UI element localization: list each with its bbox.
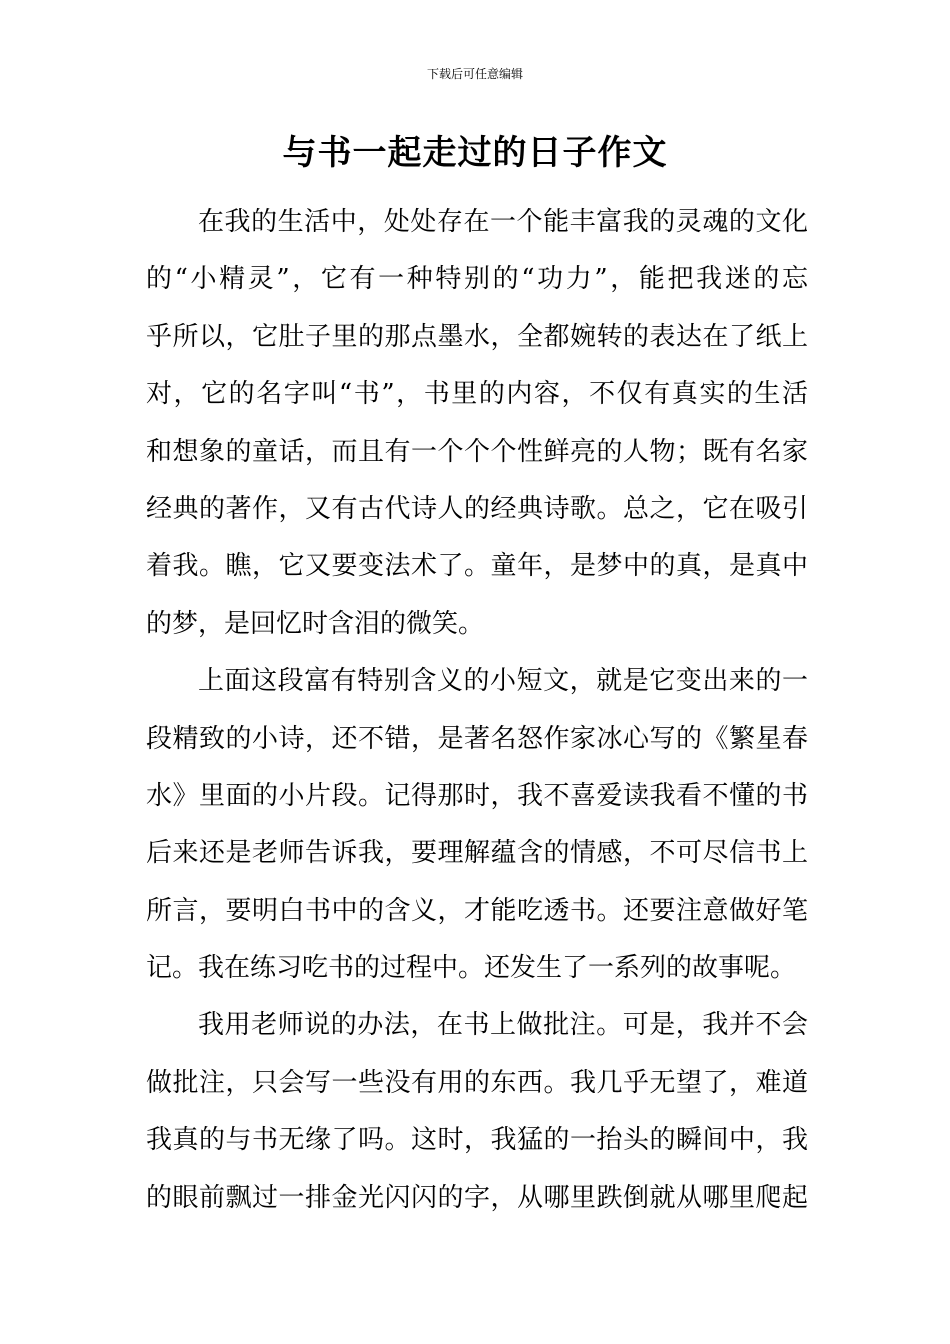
paragraph-2-line: 段精致的小诗，还不错，是著名怒作家冰心写的《繁星春 (146, 723, 808, 754)
paragraph-1-line: 着我。瞧，它又要变法术了。童年，是梦中的真，是真中 (146, 551, 808, 582)
paragraph-2-line: 后来还是老师告诉我，要理解蕴含的情感，不可尽信书上 (146, 838, 808, 869)
paragraph-1-line: 对，它的名字叫“书”，书里的内容，不仅有真实的生活 (146, 379, 808, 410)
paragraph-1-line: 的梦，是回忆时含泪的微笑。 (146, 608, 485, 639)
paragraph-2-line: 上面这段富有特别含义的小短文，就是它变出来的一 (198, 666, 808, 697)
paragraph-1-line: 乎所以，它肚子里的那点墨水，全都婉转的表达在了纸上 (146, 321, 808, 352)
paragraph-3-line: 的眼前飘过一排金光闪闪的字，从哪里跌倒就从哪里爬起 (146, 1182, 808, 1213)
paragraph-2-line: 记。我在练习吃书的过程中。还发生了一系列的故事呢。 (146, 953, 797, 984)
paragraph-1-line: 在我的生活中，处处存在一个能丰富我的灵魂的文化 (198, 207, 808, 237)
paragraph-2-line: 所言，要明白书中的含义，才能吃透书。还要注意做好笔 (146, 895, 808, 926)
paragraph-3-line: 做批注，只会写一些没有用的东西。我几乎无望了，难道 (146, 1067, 808, 1098)
document-body (146, 194, 808, 1227)
document-title: 与书一起走过的日子作文 (282, 133, 668, 173)
paragraph-3-line: 我真的与书无缘了吗。这时，我猛的一抬头的瞬间中，我 (146, 1125, 808, 1156)
paragraph-1-line: 经典的著作，又有古代诗人的经典诗歌。总之，它在吸引 (146, 493, 808, 524)
paragraph-1-line: 和想象的童话，而且有一个个个性鲜亮的人物；既有名家 (146, 436, 808, 467)
header-note: 下载后可任意编辑 (426, 67, 523, 81)
paragraph-2-line: 水》里面的小片段。记得那时，我不喜爱读我看不懂的书 (146, 780, 808, 811)
paragraph-3-line: 我用老师说的办法，在书上做批注。可是，我并不会 (198, 1010, 808, 1041)
paragraph-1-line: 的“小精灵”，它有一种特别的“功力”，能把我迷的忘 (146, 264, 808, 295)
